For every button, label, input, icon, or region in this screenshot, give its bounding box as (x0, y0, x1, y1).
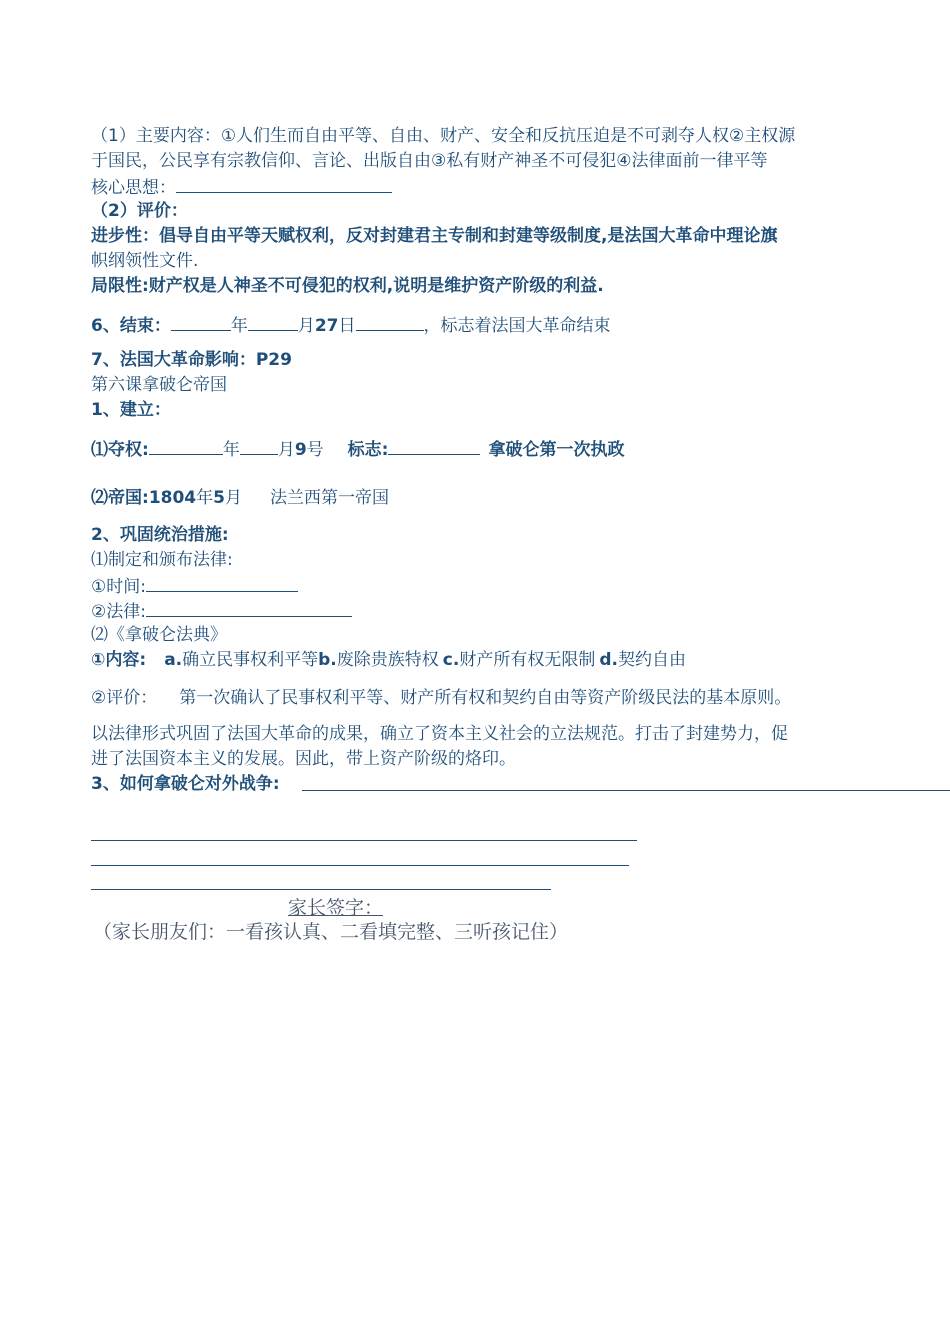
code-eval-line (91, 686, 791, 710)
law-label: ②法律: (91, 602, 146, 622)
progressive-text-2: 帜纲领性文件. (91, 251, 199, 271)
item6-prefix: 6、结束： (91, 316, 171, 336)
sign-label: 标志: (347, 440, 389, 460)
law-make-text: ⑴制定和颁布法律: (91, 550, 233, 570)
empire-name: 法兰西第一帝国 (269, 488, 389, 508)
lesson6-q3 (91, 772, 280, 796)
empire-line (91, 486, 389, 510)
evaluation-title (91, 199, 188, 223)
item6-month-blank[interactable] (248, 312, 298, 331)
seize-day-number: 9 (294, 440, 307, 460)
lesson6-q2 (91, 523, 229, 547)
content-b-key: b. (318, 650, 337, 670)
seize-month-blank[interactable] (240, 436, 278, 455)
empire-month-number: 5 (213, 488, 225, 508)
time-label: ①时间: (91, 577, 146, 597)
lesson6-title-text: 第六课拿破仑帝国 (91, 375, 227, 395)
item6-day-blank[interactable] (356, 312, 424, 331)
sign-blank[interactable] (388, 436, 480, 455)
q3-answer-line-0[interactable] (302, 790, 950, 791)
impact-text-1: 以法律形式巩固了法国大革命的成果，确立了资本主义社会的立法规范。打击了封建势力，促 (91, 724, 788, 744)
item6-year-label: 年 (230, 316, 248, 336)
content-label: ①内容: (91, 650, 147, 670)
content-b: 废除贵族特权 (336, 650, 439, 670)
progressive-line-2 (91, 249, 198, 273)
core-idea-line (91, 174, 392, 200)
time-blank[interactable] (146, 573, 298, 592)
evaluation-title-text: （2）评价： (91, 201, 188, 221)
main-content-text-2: 于国民，公民享有宗教信仰、言论、出版自由③私有财产神圣不可侵犯④法律面前一律平等 (91, 151, 768, 171)
lesson6-q1 (91, 398, 171, 422)
code-content-line (91, 648, 686, 672)
content-d-key: d. (599, 650, 618, 670)
progressive-text-1: 进步性：倡导自由平等天赋权利，反对封建君主专制和封建等级制度,是法国大革命中理论旗 (91, 226, 778, 246)
answer-line-3[interactable] (91, 889, 551, 890)
law-line (91, 598, 352, 624)
parent-note-text: （家长朋友们：一看孩认真、二看填完整、三听孩记住） (93, 921, 569, 943)
seize-year-blank[interactable] (149, 436, 223, 455)
empire-prefix: ⑵帝国: (91, 488, 149, 508)
content-a-key: a. (164, 650, 183, 670)
empire-year-number: 1804 (148, 488, 197, 508)
signature-label: 家长签字： (288, 897, 384, 919)
seize-prefix: ⑴夺权: (91, 440, 149, 460)
impact-text-2: 进了法国资本主义的发展。因此，带上资产阶级的烙印。 (91, 749, 516, 769)
lesson6-q1-text: 1、建立： (91, 400, 171, 420)
sign-suffix: 拿破仑第一次执政 (488, 440, 625, 460)
law-blank[interactable] (146, 598, 352, 617)
lesson6-q2-text: 2、巩固统治措施: (91, 525, 229, 545)
time-line (91, 573, 298, 599)
main-content-line-2 (91, 149, 767, 173)
core-idea-blank[interactable] (176, 174, 392, 193)
eval-text: 第一次确认了民事权利平等、财产所有权和契约自由等资产阶级民法的基本原则。 (179, 688, 792, 708)
seize-day-label: 号 (306, 440, 324, 460)
main-content-line-1 (91, 124, 795, 148)
impact-line-1 (91, 722, 788, 746)
core-idea-label: 核心思想： (91, 178, 176, 198)
code-title-text: ⑵《拿破仑法典》 (91, 625, 227, 645)
lesson6-q3-text: 3、如何拿破仑对外战争: (91, 774, 280, 794)
item6-year-blank[interactable] (171, 312, 231, 331)
law-make-line (91, 548, 233, 572)
limitation-text: 局限性:财产权是人神圣不可侵犯的权利,说明是维护资产阶级的利益. (91, 276, 604, 296)
empire-month-label: 月 (224, 488, 242, 508)
content-d: 契约自由 (617, 650, 686, 670)
item6-day-number: 27 (314, 316, 339, 336)
item6-line (91, 312, 611, 338)
content-a: 确立民事权利平等 (182, 650, 319, 670)
answer-line-1[interactable] (91, 840, 637, 841)
content-c-key: c. (442, 650, 460, 670)
item6-month-label: 月 (297, 316, 315, 336)
lesson6-title (91, 373, 227, 397)
main-content-text-1: （1）主要内容：①人们生而自由平等、自由、财产、安全和反抗压迫是不可剥夺人权②主权源 (91, 126, 796, 146)
progressive-line-1 (91, 224, 777, 248)
answer-line-2[interactable] (91, 865, 629, 866)
parent-note (93, 920, 568, 944)
seize-power-line (91, 436, 624, 462)
seize-year-label: 年 (222, 440, 240, 460)
content-c: 财产所有权无限制 (459, 650, 596, 670)
limitation-line (91, 274, 604, 298)
impact-line-2 (91, 747, 516, 771)
seize-month-label: 月 (277, 440, 295, 460)
code-title-line (91, 623, 227, 647)
eval-label: ②评价： (91, 688, 158, 708)
item6-day-label: 日 (338, 316, 356, 336)
item6-suffix: ，标志着法国大革命结束 (423, 316, 611, 336)
item7-line (91, 348, 292, 372)
item7-text: 7、法国大革命影响：P29 (91, 350, 292, 370)
parent-signature[interactable] (288, 896, 391, 920)
empire-year-label: 年 (196, 488, 214, 508)
